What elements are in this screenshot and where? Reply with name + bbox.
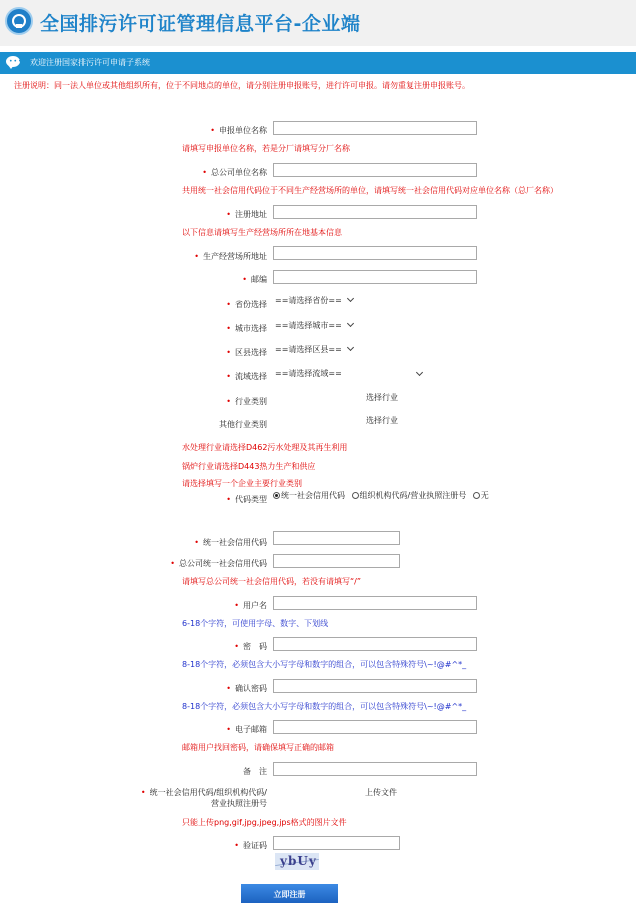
chevron-down-icon xyxy=(347,295,354,302)
chevron-down-icon xyxy=(347,344,354,351)
registration-notice: 注册说明：同一法人单位或其他组织所有，位于不同地点的单位，请分别注册申报账号，进行许可申报。请勿重复注册申报账号。 xyxy=(14,81,470,90)
hq-credit-code-hint: 请填写总公司统一社会信用代码，若没有请填写“/” xyxy=(182,577,361,586)
username-hint: 6-18个字符，可使用字母、数字、下划线 xyxy=(182,619,329,628)
reg-address-label: • 注册地址 xyxy=(226,210,267,219)
site-address-label: • 生产经营场所地址 xyxy=(194,252,267,261)
remark-input[interactable] xyxy=(273,762,477,776)
username-label: • 用户名 xyxy=(234,601,267,610)
city-label: • 城市选择 xyxy=(226,324,267,333)
chevron-down-icon xyxy=(347,320,354,327)
code-type-label: • 代码类型 xyxy=(226,495,267,504)
hq-name-label: • 总公司单位名称 xyxy=(202,168,267,177)
email-hint: 邮箱用户找回密码，请确保填写正确的邮箱 xyxy=(182,743,334,752)
site-title: 全国排污许可证管理信息平台-企业端 xyxy=(40,13,361,35)
credit-code-input[interactable] xyxy=(273,531,400,545)
confirm-password-hint: 8-18个字符，必须包含大小写字母和数字的组合，可以包含特殊符号\~!@#^*_ xyxy=(182,702,467,711)
welcome-bar xyxy=(0,52,636,74)
province-label: • 省份选择 xyxy=(226,300,267,309)
industry-hint-1: 水处理行业请选择D462污水处理及其再生利用 xyxy=(182,443,348,452)
district-select[interactable]: ==请选择区县== xyxy=(275,344,353,355)
industry-hint-2: 锅炉行业请选择D443热力生产和供应 xyxy=(182,462,316,471)
site-header xyxy=(0,0,636,46)
reg-address-hint: 以下信息请填写生产经营场所所在地基本信息 xyxy=(182,228,342,237)
unit-name-label: • 申报单位名称 xyxy=(210,126,267,135)
confirm-password-input[interactable] xyxy=(273,679,477,693)
select-other-industry-button[interactable]: 选择行业 xyxy=(366,416,398,425)
upload-file-button[interactable]: 上传文件 xyxy=(365,788,397,797)
hq-name-hint: 共用统一社会信用代码位于不同生产经营场所的单位，请填写统一社会信用代码对应单位名称（总厂名称） xyxy=(182,186,558,195)
select-industry-button[interactable]: 选择行业 xyxy=(366,393,398,402)
confirm-password-label: • 确认密码 xyxy=(226,684,267,693)
code-type-option-org[interactable]: 组织机构代码/营业执照注册号 xyxy=(352,491,467,500)
remark-label: 备 注 xyxy=(243,767,267,776)
basin-select[interactable]: ==请选择流域== xyxy=(275,368,421,379)
other-industry-label: 其他行业类别 xyxy=(219,420,267,429)
ministry-logo-icon xyxy=(5,7,33,35)
hq-name-input[interactable] xyxy=(273,163,477,177)
hq-credit-code-label: • 总公司统一社会信用代码 xyxy=(170,559,267,568)
upload-label: • 统一社会信用代码/组织机构代码/ 营业执照注册号 xyxy=(140,788,267,808)
username-input[interactable] xyxy=(273,596,477,610)
chevron-down-icon xyxy=(416,369,423,376)
postcode-label: • 邮编 xyxy=(242,275,267,284)
email-input[interactable] xyxy=(273,720,477,734)
hq-credit-code-input[interactable] xyxy=(273,554,400,568)
code-type-option-credit[interactable]: 统一社会信用代码 xyxy=(273,491,345,500)
basin-label: • 流域选择 xyxy=(226,372,267,381)
captcha-label: • 验证码 xyxy=(234,841,267,850)
password-label: • 密 码 xyxy=(234,642,267,651)
code-type-radio-group xyxy=(273,490,489,501)
credit-code-label: • 统一社会信用代码 xyxy=(194,538,267,547)
radio-icon xyxy=(473,492,480,499)
captcha-image[interactable] xyxy=(275,853,319,870)
district-label: • 区县选择 xyxy=(226,348,267,357)
email-label: • 电子邮箱 xyxy=(226,725,267,734)
industry-label: • 行业类别 xyxy=(226,397,267,406)
password-input[interactable] xyxy=(273,637,477,651)
captcha-input[interactable] xyxy=(273,836,400,850)
chat-bubble-icon: ••• xyxy=(6,56,20,67)
unit-name-hint: 请填写申报单位名称，若是分厂请填写分厂名称 xyxy=(182,144,350,153)
welcome-text: 欢迎注册国家排污许可申请子系统 xyxy=(30,58,150,67)
captcha-text: ybUy xyxy=(280,854,317,868)
reg-address-input[interactable] xyxy=(273,205,477,219)
radio-icon xyxy=(352,492,359,499)
radio-selected-icon xyxy=(273,492,280,499)
postcode-input[interactable] xyxy=(273,270,477,284)
register-button[interactable]: 立即注册 xyxy=(241,884,338,903)
upload-hint: 只能上传png,gif,jpg,jpeg,jps格式的图片文件 xyxy=(182,818,347,827)
province-select[interactable]: ==请选择省份== xyxy=(275,295,353,306)
city-select[interactable]: ==请选择城市== xyxy=(275,320,353,331)
industry-hint-3: 请选择填写一个企业主要行业类别 xyxy=(182,479,302,488)
site-address-input[interactable] xyxy=(273,246,477,260)
code-type-option-none[interactable]: 无 xyxy=(473,491,489,500)
unit-name-input[interactable] xyxy=(273,121,477,135)
password-hint: 8-18个字符，必须包含大小写字母和数字的组合，可以包含特殊符号\~!@#^*_ xyxy=(182,660,467,669)
